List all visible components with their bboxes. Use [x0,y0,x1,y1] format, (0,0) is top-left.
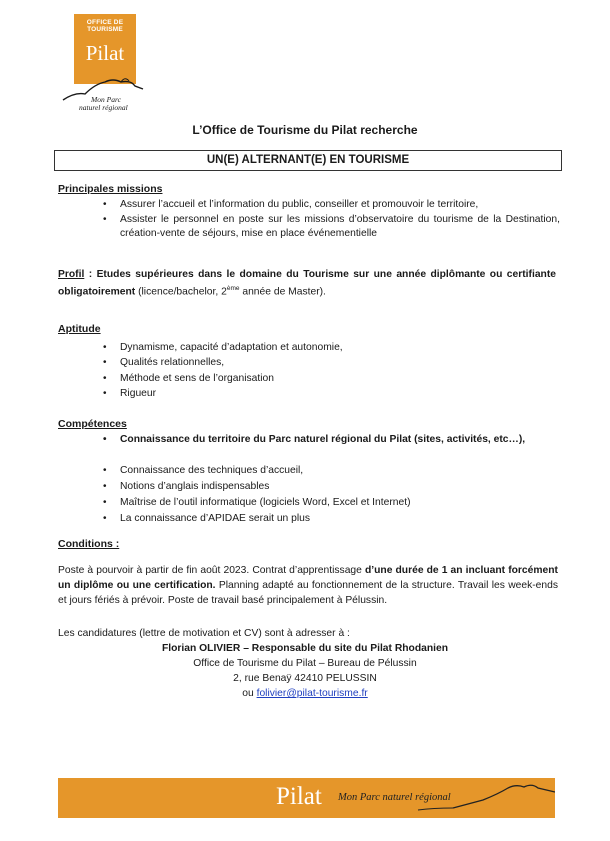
logo-tagline2: naturel régional [79,103,128,112]
profil-colon: : [84,269,97,280]
aptitude-title: Aptitude [58,323,101,335]
conditions-text-2: Planning adapté au fonctionnement de la structure. Travail les week-ends et jours fériés à prévoir. Poste de travail basé principalement à Pélussin. [58,580,558,606]
page-heading: L’Office de Tourisme du Pilat recherche [192,123,418,137]
footer-tagline: Mon Parc naturel régional [338,792,451,803]
contact-address: 2, rue Benaÿ 42410 PELUSSIN [233,673,377,684]
profil-label: Profil [58,269,85,280]
conditions-bold: d’une durée de 1 an incluant forcément un diplôme ou une certification. [58,565,558,591]
footer-brand: Pilat [276,783,322,810]
logo-line1: OFFICE DE [86,19,124,26]
logo-tagline1: Mon Parc [91,95,121,104]
aptitude-item: • Méthode et sens de l’organisation [120,372,274,386]
aptitude-item: • Rigueur [120,387,156,401]
profil-paragraph [58,268,556,299]
conditions-text-1: Poste à pourvoir à partir de fin août 2023. Contrat d’apprentissage [58,565,365,576]
missions-item: • Assister le personnel en poste sur les missions d’observatoire du tourisme de la Destination, création-vente de séjours, mise en place événementielle [120,213,560,241]
contact-email-line [0,686,610,701]
competences-item: • La connaissance d’APIDAE serait un plus [120,512,310,526]
aptitude-item: • Dynamisme, capacité d’adaptation et autonomie, [120,341,343,355]
conditions-title: Conditions : [58,538,120,550]
competences-item: • Connaissance des techniques d’accueil, [120,464,303,478]
logo-line2: TOURISME [87,26,123,33]
competences-item: • Maîtrise de l’outil informatique (logiciels Word, Excel et Internet) [120,496,411,510]
job-title: UN(E) ALTERNANT(E) EN TOURISME [54,150,562,171]
pilat-logo [61,12,151,112]
missions-title: Principales missions [58,183,163,195]
mountain-icon [61,70,151,112]
email-link[interactable]: folivier@pilat-tourisme.fr [256,688,368,699]
logo-brand: Pilat [85,41,125,65]
contact-office: Office de Tourisme du Pilat – Bureau de Pélussin [193,658,417,669]
competences-title: Compétences [58,418,127,430]
contact-or: ou [242,688,257,699]
conditions-paragraph [58,563,558,608]
profil-text-1: (licence/bachelor, 2 [135,286,227,298]
aptitude-item: • Qualités relationnelles, [120,356,224,370]
profil-sup: ème [226,285,240,292]
profil-text-2: année de Master). [239,286,326,298]
contact-name: Florian OLIVIER – Responsable du site du Pilat Rhodanien [161,643,449,654]
competences-item-bold: • Connaissance du territoire du Parc naturel régional du Pilat (sites, activités, etc…), [120,433,556,447]
contact-intro: Les candidatures (lettre de motivation et CV) sont à adresser à : [58,628,350,639]
footer-banner [58,778,555,818]
profil-bold-text: Etudes supérieures dans le domaine du Tourisme sur une année diplômante ou certifiante obligatoirement [58,269,556,298]
missions-item: • Assurer l’accueil et l’information du public, conseiller et promouvoir le territoire, [120,198,560,212]
competences-item: • Notions d’anglais indispensables [120,480,269,494]
